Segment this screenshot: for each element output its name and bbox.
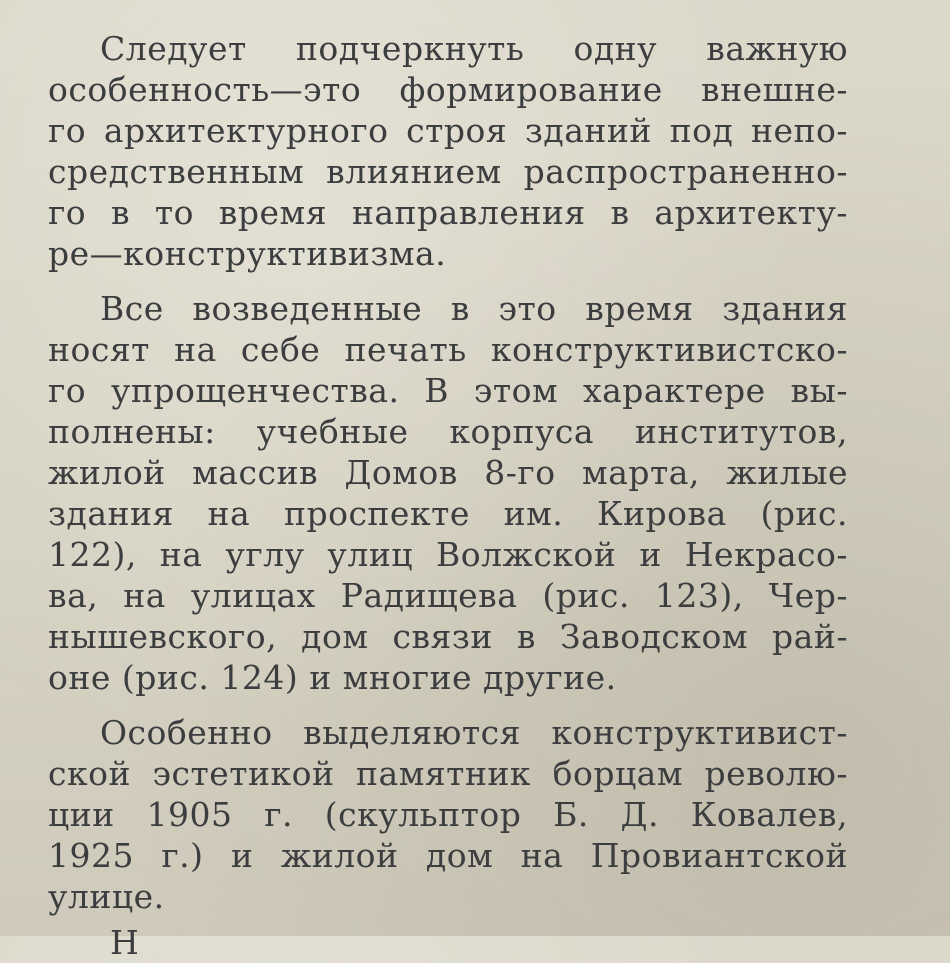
text-line: Следует подчеркнуть одну важную (100, 29, 848, 68)
paragraph-1 (48, 28, 848, 274)
text-line: носят на себе печать конструктивистско- (48, 330, 848, 369)
text-line: особенность—это формирование внешне- (48, 70, 848, 109)
text-line: Все возведенные в это время здания (100, 289, 848, 328)
text-line: 122), на углу улиц Волжской и Некрасо- (48, 535, 848, 574)
text-line: оне (рис. 124) и многие другие. (48, 658, 617, 697)
text-line: средственным влиянием распространенно- (48, 152, 848, 191)
paragraph-3 (48, 712, 848, 917)
cut-off-next-line (110, 922, 150, 962)
text-line: го упрощенчества. В этом характере вы- (48, 371, 848, 410)
text-line: го в то время направления в архитекту- (48, 193, 848, 232)
book-page-text (48, 28, 848, 931)
text-line: ции 1905 г. (скульптор Б. Д. Ковалев, (48, 795, 848, 834)
text-line: полнены: учебные корпуса институтов, (48, 412, 848, 451)
text-line: го архитектурного строя зданий под непо- (48, 111, 848, 150)
text-line: улице. (48, 877, 165, 916)
text-line: Особенно выделяются конструктивист- (100, 713, 848, 752)
text-line: нышевского, дом связи в Заводском рай- (48, 617, 848, 656)
text-line: 1925 г.) и жилой дом на Провиантской (48, 836, 848, 875)
cut-off-text: Н (110, 923, 139, 962)
text-line: ре—конструктивизма. (48, 234, 447, 273)
text-line: здания на проспекте им. Кирова (рис. (48, 494, 848, 533)
text-line: жилой массив Домов 8-го марта, жилые (48, 453, 848, 492)
text-line: ва, на улицах Радищева (рис. 123), Чер- (48, 576, 848, 615)
paragraph-2 (48, 288, 848, 698)
text-line: ской эстетикой памятник борцам револю- (48, 754, 848, 793)
